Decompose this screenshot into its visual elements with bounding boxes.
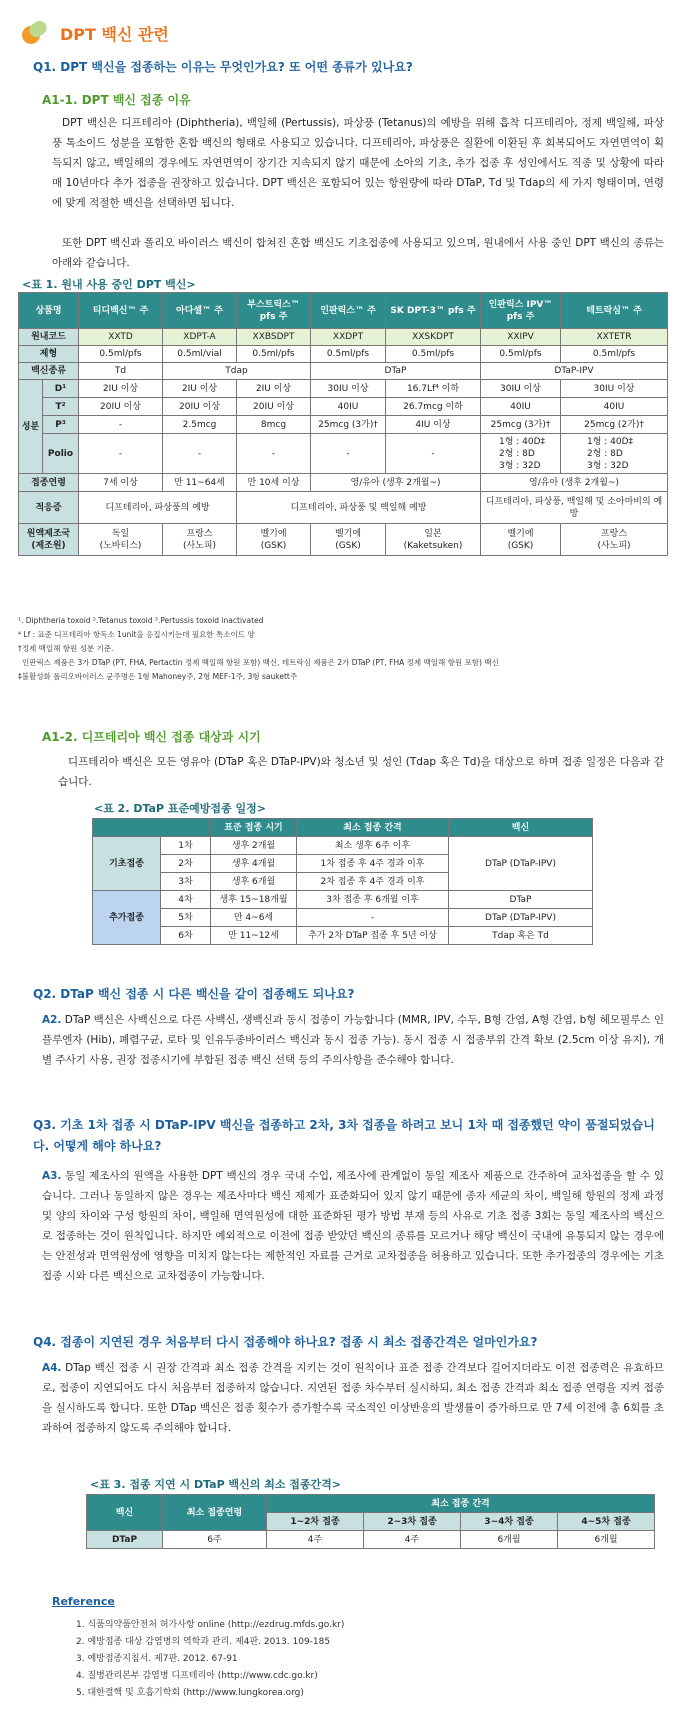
origin-cell: 독일 (노바티스) xyxy=(79,524,163,556)
subheader-interval: 2~3차 접종 xyxy=(364,1513,461,1531)
code-cell: XXDPT xyxy=(311,329,386,346)
p-cell: 2.5mcg xyxy=(163,416,237,434)
age-cell: 만 10세 이상 xyxy=(237,474,311,492)
type-cell: DTaP xyxy=(311,363,481,380)
reference-item: 3. 예방접종지침서. 제7판. 2012. 67-91 xyxy=(76,1654,238,1664)
form-cell: 0.5ml/pfs xyxy=(237,346,311,363)
reference-item: 1. 식품의약품안전처 허가사항 online (http://ezdrug.mfds.go.kr) xyxy=(76,1620,345,1630)
answer-1-1-paragraph-1: DPT 백신은 디프테리아 (Diphtheria), 백일해 (Pertussis), 파상풍 (Tetanus)의 예방을 위해 흡착 디프테리아, 정제 백일해, 파상풍 톡소이드 성분을 포함한 혼합 백신의 형태로 사용되고 있습니다. 디프테리아, 파상풍은 질환에 이환된 후 회복되어도 자연면역이 획득되지 않고, 백일해의 경우에도 자연면역이 장기간 지속되지 않기 때문에 소아의 기초, 추가 접종 후 성인에서도 직종 및 상황에 따라 매 10년마다 추가 접종을 권장하고 있습니다. DPT 백신은 포함되어 있는 항원량에 따라 DTaP, Td 및 Tdap의 세 가지 형태이며, 연령에 맞게 적절한 백신을 선택하면 됩니다. xyxy=(52,117,664,209)
answer-1-2-title: A1-2. 디프테리아 백신 접종 대상과 시기 xyxy=(42,730,261,744)
dose-interval: - xyxy=(297,909,449,927)
age-cell: 7세 이상 xyxy=(79,474,163,492)
polio-cell: - xyxy=(237,434,311,474)
header-indication: 적응증 xyxy=(19,492,79,524)
indication-cell: 디프테리아, 파상풍 및 백일해 예방 xyxy=(237,492,481,524)
group-booster: 추가접종 xyxy=(93,891,161,945)
product-name: 테트락심™ 주 xyxy=(561,293,668,329)
interval-cell: 6개월 xyxy=(558,1531,655,1549)
answer-4-text: DTap 백신 접종 시 권장 간격과 최소 접종 간격을 지키는 것이 원칙이나 표준 접종 간격보다 길어지더라도 이전 접종력은 유효하므로, 접종이 지연되어도 다시 처음부터 접종하지 않습니다. 지연된 접종 차수부터 실시하되, 최소 접종 간격과 최소 접종 연령을 지켜 접종을 실시하도록 합니다. 또한 DTap 백신은 접종 횟수가 증가할수록 국소적인 이상반응의 발생률이 증가하므로 만 7세 이전에 총 6회를 초과하여 접종하지 않도록 주의해야 합니다. xyxy=(42,1362,664,1434)
origin-cell: 벨기에 (GSK) xyxy=(237,524,311,556)
table-1-footnote: 인판릭스 제품은 3가 DTaP (PT, FHA, Pertactin 정제 백일해 항원 포함) 백신, 테트락심 제품은 2가 DTaP (PT, FHA 정제 백일해 항원 포함) 백신 xyxy=(22,658,499,667)
interval-cell: 6개월 xyxy=(461,1531,558,1549)
polio-cell: 1형 : 40D‡ 2형 : 8D 3형 : 32D xyxy=(561,434,668,474)
dose-vaccine: Tdap 혹은 Td xyxy=(449,927,593,945)
header-standard-time: 표준 접종 시기 xyxy=(211,819,297,837)
answer-3-label: A3. xyxy=(42,1170,62,1182)
header-empty xyxy=(93,819,211,837)
dose-time: 생후 6개월 xyxy=(211,873,297,891)
type-cell: Tdap xyxy=(163,363,311,380)
dose-time: 생후 2개월 xyxy=(211,837,297,855)
dose-number: 5차 xyxy=(161,909,211,927)
dose-interval: 2차 접종 후 4주 경과 이후 xyxy=(297,873,449,891)
t-cell: 40IU xyxy=(561,398,668,416)
answer-1-1-paragraph-2: 또한 DPT 백신과 폴리오 바이러스 백신이 합쳐진 혼합 백신도 기초접종에 사용되고 있으며, 원내에서 사용 중인 DPT 백신의 종류는 아래와 같습니다. xyxy=(52,237,664,269)
subheader-interval: 3~4차 접종 xyxy=(461,1513,558,1531)
delayed-interval-table xyxy=(86,1494,655,1549)
p-cell: 25mcg (3가)† xyxy=(481,416,561,434)
table-1-footnote: ¹. Diphtheria toxoid ².Tetanus toxoid ³.Pertussis toxoid inactivated xyxy=(18,616,264,625)
answer-2 xyxy=(42,1010,664,1070)
d-cell: 16.7Lf⁴ 이하 xyxy=(386,380,481,398)
origin-cell: 벨기에 (GSK) xyxy=(481,524,561,556)
header-min-age: 최소 접종연령 xyxy=(163,1495,267,1531)
t-cell: 26.7mcg 이하 xyxy=(386,398,481,416)
origin-cell: 일본 (Kaketsuken) xyxy=(386,524,481,556)
table-1-caption: <표 1. 원내 사용 중인 DPT 백신> xyxy=(22,278,196,291)
answer-1-1-title: A1-1. DPT 백신 접종 이유 xyxy=(42,93,191,107)
dose-time: 생후 15~18개월 xyxy=(211,891,297,909)
origin-cell: 프랑스 (사노피) xyxy=(561,524,668,556)
type-cell: DTaP-IPV xyxy=(481,363,668,380)
p-cell: - xyxy=(79,416,163,434)
reference-item: 5. 대한결핵 및 호흡기학회 (http://www.lungkorea.org) xyxy=(76,1688,304,1698)
age-cell: 영/유아 (생후 2개월~) xyxy=(481,474,668,492)
indication-cell: 디프테리아, 파상풍의 예방 xyxy=(79,492,237,524)
dpt-vaccine-table xyxy=(18,292,668,556)
d-cell: 30IU 이상 xyxy=(481,380,561,398)
type-cell: Td xyxy=(79,363,163,380)
dose-interval: 3차 접종 후 6개월 이후 xyxy=(297,891,449,909)
question-4: Q4. 접종이 지연된 경우 처음부터 다시 접종해야 하나요? 접종 시 최소 접종간격은 얼마인가요? xyxy=(33,1335,538,1349)
code-cell: XXBSDPT xyxy=(237,329,311,346)
code-cell: XXIPV xyxy=(481,329,561,346)
polio-cell: - xyxy=(79,434,163,474)
t-cell: 40IU xyxy=(481,398,561,416)
dose-time: 만 11~12세 xyxy=(211,927,297,945)
answer-4 xyxy=(42,1358,664,1438)
table-1-footnote: ⁴ Lf : 표준 디프테리아 항독소 1unit을 응집시키는데 필요한 톡소이드 양 xyxy=(18,630,255,639)
polio-cell: - xyxy=(311,434,386,474)
code-cell: XXTETR xyxy=(561,329,668,346)
form-cell: 0.5ml/vial xyxy=(163,346,237,363)
origin-cell: 프랑스 (사노피) xyxy=(163,524,237,556)
product-name: 부스트릭스™ pfs 주 xyxy=(237,293,311,329)
dose-interval: 최소 생후 6주 이후 xyxy=(297,837,449,855)
d-cell: 30IU 이상 xyxy=(311,380,386,398)
answer-3-text: 동일 제조사의 원액을 사용한 DPT 백신의 경우 국내 수입, 제조사에 관계없이 동일 제조사 제품으로 간주하여 교차접종을 할 수 있습니다. 그러나 동일하지 않은 경우는 제조사마다 백신 제제가 표준화되어 있지 않기 때문에 종자 세균의 차이, 백일해 항원의 정제 과정 및 양의 차이와 구성 항원의 차이, 백일해 면역원성에 대한 표준화된 평가 방법 부재 등의 사유로 기초 접종 3회는 동일 제조사의 백신으로 접종하는 것이 원칙입니다. 하지만 예외적으로 이전에 접종 받았던 백신의 종류를 모르거나 해당 백신이 국내에 유통되지 않는 경우에는 안전성과 면역원성에 영향을 미치지 않는다는 제한적인 자료를 근거로 교차접종을 허용하고 있습니다. 또한 추가접종의 경우에는 기초접종 시와 다른 백신으로 교차접종이 가능합니다. xyxy=(42,1170,664,1282)
header-polio: Polio xyxy=(43,434,79,474)
dose-vaccine: DTaP (DTaP-IPV) xyxy=(449,837,593,891)
header-age: 접종연령 xyxy=(19,474,79,492)
dose-number: 3차 xyxy=(161,873,211,891)
dose-number: 6차 xyxy=(161,927,211,945)
page-title: DPT 백신 관련 xyxy=(60,24,169,44)
form-cell: 0.5ml/pfs xyxy=(79,346,163,363)
age-cell: 영/유아 (생후 2개월~) xyxy=(311,474,481,492)
answer-2-text: DTaP 백신은 사백신으로 다른 사백신, 생백신과 동시 접종이 가능합니다 (MMR, IPV, 수두, B형 간염, A형 간염, b형 헤모필루스 인플루엔자 (Hib), 폐렴구균, 로타 및 인유두종바이러스 백신과 동시 접종 가능). 동시 접종 시 접종부위 간격 확보 (2.5cm 이상 유지), 개별 주사기 사용, 권장 접종시기에 부합된 접종 백신 선택 등의 주의사항을 준수해야 합니다. xyxy=(42,1014,665,1066)
polio-cell: - xyxy=(386,434,481,474)
polio-cell: 1형 : 40D‡ 2형 : 8D 3형 : 32D xyxy=(481,434,561,474)
product-name: 인판릭스 IPV™ pfs 주 xyxy=(481,293,561,329)
p-cell: 25mcg (2가)† xyxy=(561,416,668,434)
group-basic: 기초접종 xyxy=(93,837,161,891)
header-product: 상품명 xyxy=(19,293,79,329)
d-cell: 2IU 이상 xyxy=(237,380,311,398)
header-d: D¹ xyxy=(43,380,79,398)
t-cell: 20IU 이상 xyxy=(163,398,237,416)
dose-time: 생후 4개월 xyxy=(211,855,297,873)
form-cell: 0.5ml/pfs xyxy=(311,346,386,363)
dose-time: 만 4~6세 xyxy=(211,909,297,927)
dose-vaccine: DTaP (DTaP-IPV) xyxy=(449,909,593,927)
vaccine-cell: DTaP xyxy=(87,1531,163,1549)
p-cell: 4IU 이상 xyxy=(386,416,481,434)
d-cell: 2IU 이상 xyxy=(163,380,237,398)
subheader-interval: 4~5차 접종 xyxy=(558,1513,655,1531)
form-cell: 0.5ml/pfs xyxy=(561,346,668,363)
dose-interval: 추가 2차 DTaP 접종 후 5년 이상 xyxy=(297,927,449,945)
header-origin: 원액제조국 (제조원) xyxy=(19,524,79,556)
question-3: Q3. 기초 1차 접종 시 DTaP-IPV 백신을 접종하고 2차, 3차 접종을 하려고 보니 1차 때 접종했던 약이 품절되었습니다. 어떻게 해야 하나요? xyxy=(33,1118,655,1153)
t-cell: 40IU xyxy=(311,398,386,416)
page-header xyxy=(20,20,169,46)
origin-cell: 벨기에 (GSK) xyxy=(311,524,386,556)
header-vaccine: 백신 xyxy=(449,819,593,837)
d-cell: 30IU 이상 xyxy=(561,380,668,398)
reference-item: 2. 예방접종 대상 감염병의 역학과 관리. 제4판. 2013. 109-185 xyxy=(76,1637,331,1647)
header-min-interval: 최소 접종 간격 xyxy=(267,1495,655,1513)
header-vaccine: 백신 xyxy=(87,1495,163,1531)
product-name: 아다셀™ 주 xyxy=(163,293,237,329)
p-cell: 8mcg xyxy=(237,416,311,434)
answer-1-2-paragraph: 디프테리아 백신은 모든 영유아 (DTaP 혹은 DTaP-IPV)와 청소년 및 성인 (Tdap 혹은 Td)을 대상으로 하며 접종 일정은 다음과 같습니다. xyxy=(58,756,664,788)
dose-number: 4차 xyxy=(161,891,211,909)
form-cell: 0.5ml/pfs xyxy=(481,346,561,363)
header-code: 원내코드 xyxy=(19,329,79,346)
age-cell: 만 11~64세 xyxy=(163,474,237,492)
min-age-cell: 6주 xyxy=(163,1531,267,1549)
question-1: Q1. DPT 백신을 접종하는 이유는 무엇인가요? 또 어떤 종류가 있나요? xyxy=(33,60,413,74)
reference-item: 4. 질병관리본부 감염병 디프테리아 (http://www.cdc.go.kr) xyxy=(76,1671,318,1681)
question-2: Q2. DTaP 백신 접종 시 다른 백신을 같이 접종해도 되나요? xyxy=(33,987,355,1001)
header-composition: 성분 xyxy=(19,380,43,474)
table-3-caption: <표 3. 접종 지연 시 DTaP 백신의 최소 접종간격> xyxy=(90,1478,341,1491)
code-cell: XXSKDPT xyxy=(386,329,481,346)
d-cell: 2IU 이상 xyxy=(79,380,163,398)
subheader-interval: 1~2차 접종 xyxy=(267,1513,364,1531)
dose-number: 1차 xyxy=(161,837,211,855)
header-type: 백신종류 xyxy=(19,363,79,380)
capsule-icon xyxy=(20,22,50,44)
header-t: T² xyxy=(43,398,79,416)
answer-3 xyxy=(42,1166,664,1286)
t-cell: 20IU 이상 xyxy=(237,398,311,416)
product-name: 인판릭스™ 주 xyxy=(311,293,386,329)
dtap-schedule-table xyxy=(92,818,593,945)
indication-cell: 디프테리아, 파상풍, 백일해 및 소아마비의 예방 xyxy=(481,492,668,524)
header-min-interval: 최소 접종 간격 xyxy=(297,819,449,837)
answer-4-label: A4. xyxy=(42,1362,62,1374)
dose-interval: 1차 접종 후 4주 경과 이후 xyxy=(297,855,449,873)
answer-2-label: A2. xyxy=(42,1014,62,1026)
t-cell: 20IU 이상 xyxy=(79,398,163,416)
code-cell: XDPT-A xyxy=(163,329,237,346)
interval-cell: 4주 xyxy=(267,1531,364,1549)
code-cell: XXTD xyxy=(79,329,163,346)
product-name: 티디백신™ 주 xyxy=(79,293,163,329)
dose-number: 2차 xyxy=(161,855,211,873)
form-cell: 0.5ml/pfs xyxy=(386,346,481,363)
product-name: SK DPT-3™ pfs 주 xyxy=(386,293,481,329)
polio-cell: - xyxy=(163,434,237,474)
interval-cell: 4주 xyxy=(364,1531,461,1549)
table-2-caption: <표 2. DTaP 표준예방접종 일정> xyxy=(94,802,266,815)
header-p: P³ xyxy=(43,416,79,434)
reference-title: Reference xyxy=(52,1595,115,1608)
dose-vaccine: DTaP xyxy=(449,891,593,909)
p-cell: 25mcg (3가)† xyxy=(311,416,386,434)
table-1-footnote: †정제 백일해 항원 성분 기준. xyxy=(18,644,114,653)
table-1-footnote: ‡불활성화 폴리오바이러스 균주명은 1형 Mahoney주, 2형 MEF-1주, 3형 saukett주 xyxy=(18,672,298,681)
header-form: 제형 xyxy=(19,346,79,363)
